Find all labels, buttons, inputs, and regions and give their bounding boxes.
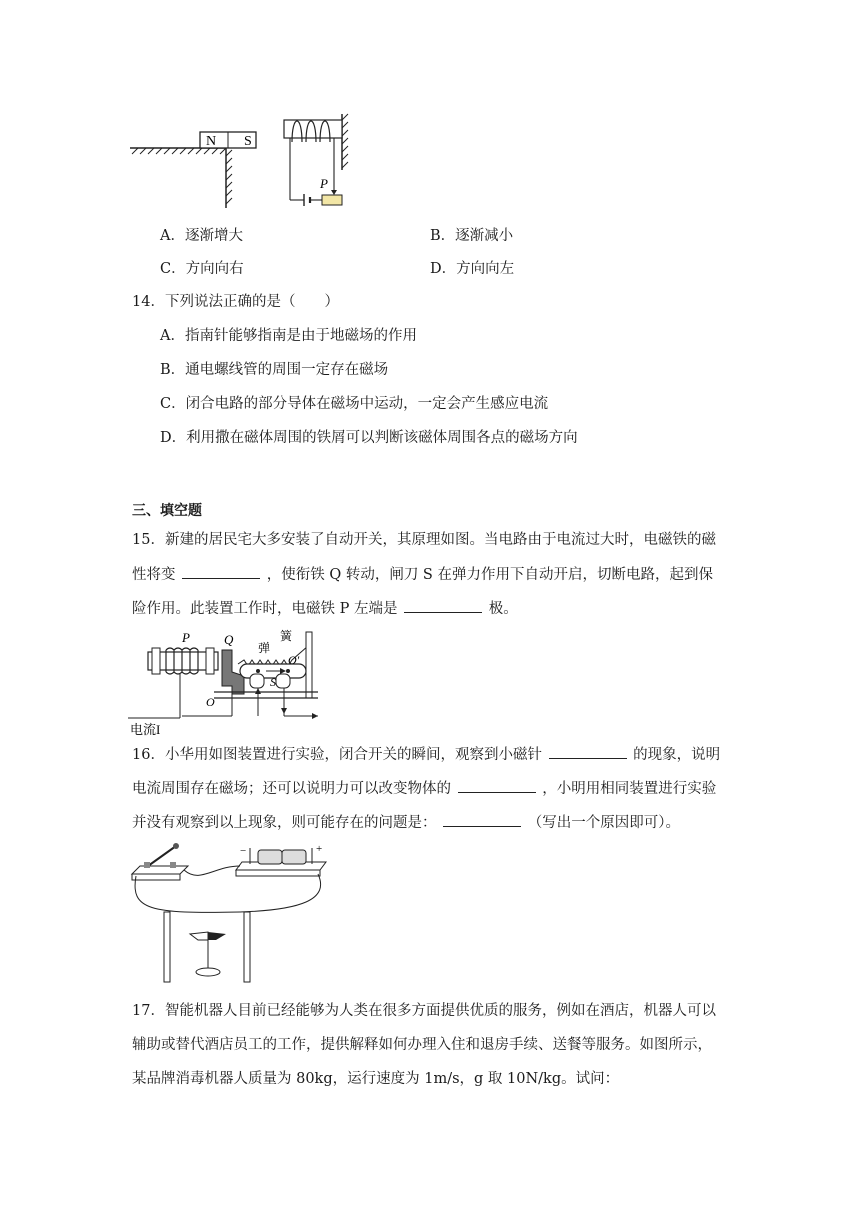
- q15-line3-text-a: 险作用。此装置工作时，电磁铁 P 左端是: [132, 601, 398, 617]
- q16-line2-text-b: ，小明用相同装置进行实验: [542, 781, 717, 797]
- slider-p-label: P: [320, 176, 328, 191]
- q13-figure: [126, 112, 366, 212]
- q15-answer-blank-1[interactable]: [182, 564, 260, 579]
- spring-label-1: 弹: [258, 641, 271, 655]
- armature-q-label: Q: [224, 632, 234, 647]
- section-title: 三、填空题: [132, 503, 202, 519]
- q16-figure: [130, 840, 340, 984]
- q15-figure: [128, 624, 328, 736]
- q17-line2: 辅助或替代酒店员工的工作，提供解释如何办理入住和退房手续、送餐等服务。如图所示，: [132, 1037, 712, 1053]
- q17-line1: 17．智能机器人目前已经能够为人类在很多方面提供优质的服务，例如在酒店，机器人可以: [132, 1003, 716, 1019]
- q17-line3: 某品牌消毒机器人质量为 80kg，运行速度为 1m/s，g 取 10N/kg。试问：: [132, 1071, 620, 1087]
- q16-line3-text-a: 并没有观察到以上现象，则可能存在的问题是：: [132, 815, 437, 831]
- q15-answer-blank-2[interactable]: [404, 598, 482, 613]
- q15-line3: [132, 598, 518, 619]
- oersted-experiment-diagram: [130, 840, 340, 984]
- q15-line1: 15．新建的居民宅大多安装了自动开关，其原理如图。当电路由于电流过大时，电磁铁的磁: [132, 532, 716, 548]
- blade-s-label: S: [270, 675, 276, 689]
- q13-option-b: B．逐渐减小: [430, 228, 514, 244]
- magnet-n-label: N: [206, 134, 217, 149]
- current-label: 电流I: [130, 722, 161, 736]
- q16-answer-blank-2[interactable]: [458, 778, 536, 793]
- spring-label-2: 簧: [280, 629, 293, 643]
- pivot-o-label: O: [206, 695, 215, 709]
- q14-stem: 14．下列说法正确的是（ ）: [132, 294, 339, 310]
- q16-line2-text-a: 电流周围存在磁场；还可以说明力可以改变物体的: [132, 781, 451, 797]
- q16-line1-text-a: 16．小华用如图装置进行实验，闭合开关的瞬间，观察到小磁针: [132, 747, 542, 763]
- q16-line1: [132, 744, 720, 765]
- q16-answer-blank-1[interactable]: [549, 744, 627, 759]
- q14-option-c: C．闭合电路的部分导体在磁场中运动，一定会产生感应电流: [160, 396, 549, 412]
- electromagnet-p-label: P: [182, 630, 190, 645]
- q14-option-a: A．指南针能够指南是由于地磁场的作用: [160, 328, 417, 344]
- q13-option-c: C．方向向右: [160, 261, 244, 277]
- q16-line1-text-b: 的现象，说明: [633, 747, 721, 763]
- q14-option-d: D．利用撒在磁体周围的铁屑可以判断该磁体周围各点的磁场方向: [160, 430, 578, 446]
- q16-line3: [132, 812, 680, 833]
- q15-line3-text-b: 极。: [488, 601, 518, 617]
- magnet-solenoid-diagram: [126, 112, 366, 212]
- q16-line3-text-b: （写出一个原因即可）。: [527, 815, 680, 831]
- q15-line2-text-b: ，使衔铁 Q 转动，闸刀 S 在弹力作用下自动开启，切断电路，起到保: [266, 567, 713, 583]
- q16-line2: [132, 778, 716, 799]
- q15-line2: [132, 564, 713, 585]
- battery-minus-label: −: [240, 845, 247, 857]
- battery-plus-label: +: [316, 843, 323, 855]
- pivot-o-prime-label: O′: [288, 653, 300, 667]
- auto-switch-diagram: [128, 624, 328, 736]
- q13-option-d: D．方向向左: [430, 261, 515, 277]
- q14-option-b: B．通电螺线管的周围一定存在磁场: [160, 362, 389, 378]
- q13-option-a: A．逐渐增大: [160, 228, 243, 244]
- magnet-s-label: S: [244, 134, 252, 149]
- q16-answer-blank-3[interactable]: [443, 812, 521, 827]
- q15-line2-text-a: 性将变: [132, 567, 176, 583]
